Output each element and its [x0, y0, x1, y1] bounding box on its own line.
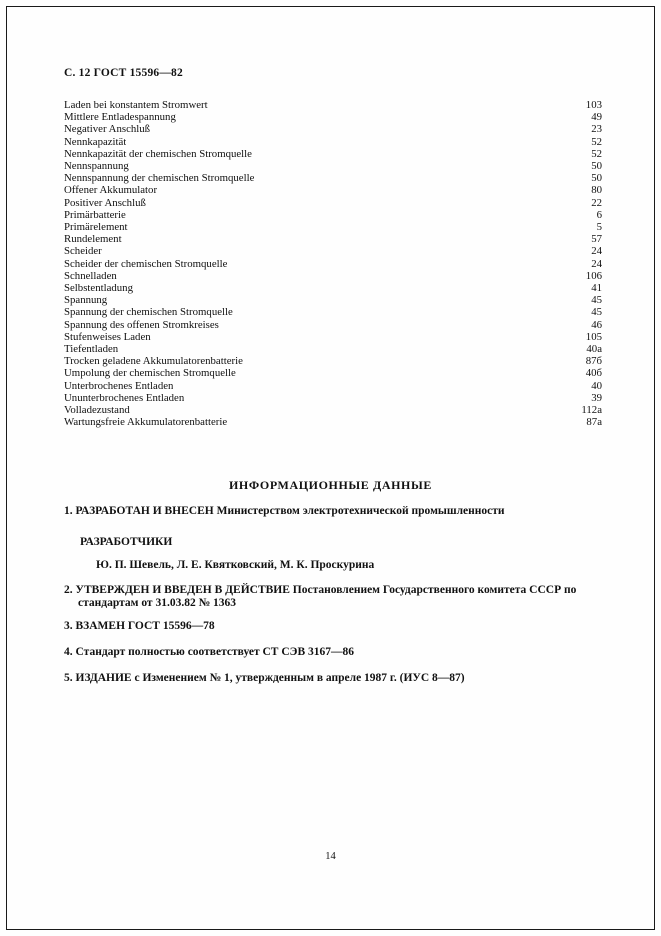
- index-row: [64, 416, 602, 428]
- index-page-number: 45: [591, 294, 602, 307]
- info-item-3: 3. ВЗАМЕН ГОСТ 15596—78: [64, 620, 215, 632]
- index-row: [64, 111, 602, 123]
- index-term: Nennspannung: [64, 160, 129, 173]
- index-page-number: 39: [591, 391, 602, 404]
- index-page-number: 112а: [581, 404, 602, 417]
- document-page: [6, 6, 655, 930]
- index-term: Scheider: [64, 245, 102, 258]
- index-term: Nennspannung der chemischen Stromquelle: [64, 172, 255, 185]
- info-item-4: 4. Стандарт полностью соответствует СТ СЭВ 3167—86: [64, 646, 355, 658]
- index-row: [64, 392, 602, 404]
- index-term: Negativer Anschluß: [64, 123, 151, 136]
- index-page-number: 40: [591, 379, 602, 392]
- index-row: [64, 258, 602, 270]
- index-row: [64, 99, 602, 111]
- index-row: [64, 123, 602, 135]
- index-page-number: 50: [591, 160, 602, 173]
- index-page-number: 103: [585, 99, 602, 111]
- index-term: Primärelement: [64, 221, 128, 234]
- index-term: Selbstentladung: [64, 282, 133, 295]
- index-page-number: 87а: [586, 416, 602, 429]
- index-row: [64, 233, 602, 245]
- index-row: [64, 380, 602, 392]
- index-term: Primärbatterie: [64, 208, 126, 221]
- index-row: [64, 282, 602, 294]
- index-page-number: 5: [596, 221, 602, 234]
- index-term: Schnelladen: [64, 269, 117, 282]
- index-page-number: 80: [591, 184, 602, 197]
- index-term: Tiefentladen: [64, 343, 119, 356]
- index-page-number: 40а: [586, 343, 602, 356]
- footer-page-number: 14: [325, 851, 336, 862]
- index-page-number: 57: [591, 233, 602, 246]
- index-page-number: 50: [591, 172, 602, 185]
- index-row: [64, 209, 602, 221]
- index-term: Spannung der chemischen Stromquelle: [64, 306, 233, 319]
- index-page-number: 24: [591, 245, 602, 258]
- index-page-number: 52: [591, 135, 602, 148]
- index-page-number: 106: [585, 269, 602, 282]
- index-term: Nennkapazität: [64, 135, 127, 148]
- developers-names: Ю. П. Шевель, Л. Е. Квятковский, М. К. Проскурина: [96, 559, 375, 571]
- index-row: [64, 184, 602, 196]
- index-page-number: 105: [585, 330, 602, 343]
- index-term: Offener Akkumulator: [64, 184, 158, 197]
- index-term: Trocken geladene Akkumulatorenbatterie: [64, 355, 243, 368]
- index-term: Unterbrochenes Entladen: [64, 379, 174, 392]
- index-term: Scheider der chemischen Stromquelle: [64, 257, 228, 270]
- index-row: [64, 221, 602, 233]
- index-term: Rundelement: [64, 233, 122, 246]
- page-header: С. 12 ГОСТ 15596—82: [64, 67, 183, 79]
- index-term: Stufenweises Laden: [64, 330, 151, 343]
- index-row: [64, 319, 602, 331]
- index-term: Mittlere Entladespannung: [64, 111, 176, 124]
- info-item-5: 5. ИЗДАНИЕ с Изменением № 1, утвержденным в апреле 1987 г. (ИУС 8—87): [64, 672, 465, 684]
- index-row: [64, 367, 602, 379]
- index-row: [64, 148, 602, 160]
- index-page-number: 6: [596, 208, 602, 221]
- index-term: Nennkapazität der chemischen Stromquelle: [64, 147, 252, 160]
- index-page-number: 45: [591, 306, 602, 319]
- index-row: [64, 197, 602, 209]
- index-term: Wartungsfreie Akkumulatorenbatterie: [64, 416, 228, 429]
- index-row: [64, 294, 602, 306]
- index-term: Spannung des offenen Stromkreises: [64, 318, 219, 331]
- index-page-number: 23: [591, 123, 602, 136]
- section-heading: ИНФОРМАЦИОННЫЕ ДАННЫЕ: [229, 478, 432, 492]
- index-row: [64, 355, 602, 367]
- index-row: [64, 160, 602, 172]
- index-term: Umpolung der chemischen Stromquelle: [64, 367, 236, 380]
- index-term: Positiver Anschluß: [64, 196, 146, 209]
- index-page-number: 40б: [585, 367, 602, 380]
- developers-label: РАЗРАБОТЧИКИ: [80, 536, 173, 548]
- index-row: [64, 306, 602, 318]
- index-page-number: 22: [591, 196, 602, 209]
- index-page-number: 41: [591, 282, 602, 295]
- index-row: [64, 270, 602, 282]
- index-term: Spannung: [64, 294, 108, 307]
- index-list: [64, 99, 602, 428]
- index-page-number: 52: [591, 147, 602, 160]
- index-term: Laden bei konstantem Stromwert: [64, 99, 208, 111]
- index-page-number: 24: [591, 257, 602, 270]
- index-row: [64, 245, 602, 257]
- index-row: [64, 136, 602, 148]
- info-item-2: 2. УТВЕРЖДЕН И ВВЕДЕН В ДЕЙСТВИЕ Постановлением Государственного комитета СССР по стандартам от 31.03.82 № 1363: [64, 584, 577, 609]
- info-item-1: 1. РАЗРАБОТАН И ВНЕСЕН Министерством электротехнической промышленности: [64, 505, 505, 517]
- index-page-number: 87б: [585, 355, 602, 368]
- index-row: [64, 404, 602, 416]
- index-term: Ununterbrochenes Entladen: [64, 391, 185, 404]
- index-row: [64, 172, 602, 184]
- index-page-number: 49: [591, 111, 602, 124]
- index-row: [64, 343, 602, 355]
- index-page-number: 46: [591, 318, 602, 331]
- index-term: Volladezustand: [64, 404, 130, 417]
- index-row: [64, 331, 602, 343]
